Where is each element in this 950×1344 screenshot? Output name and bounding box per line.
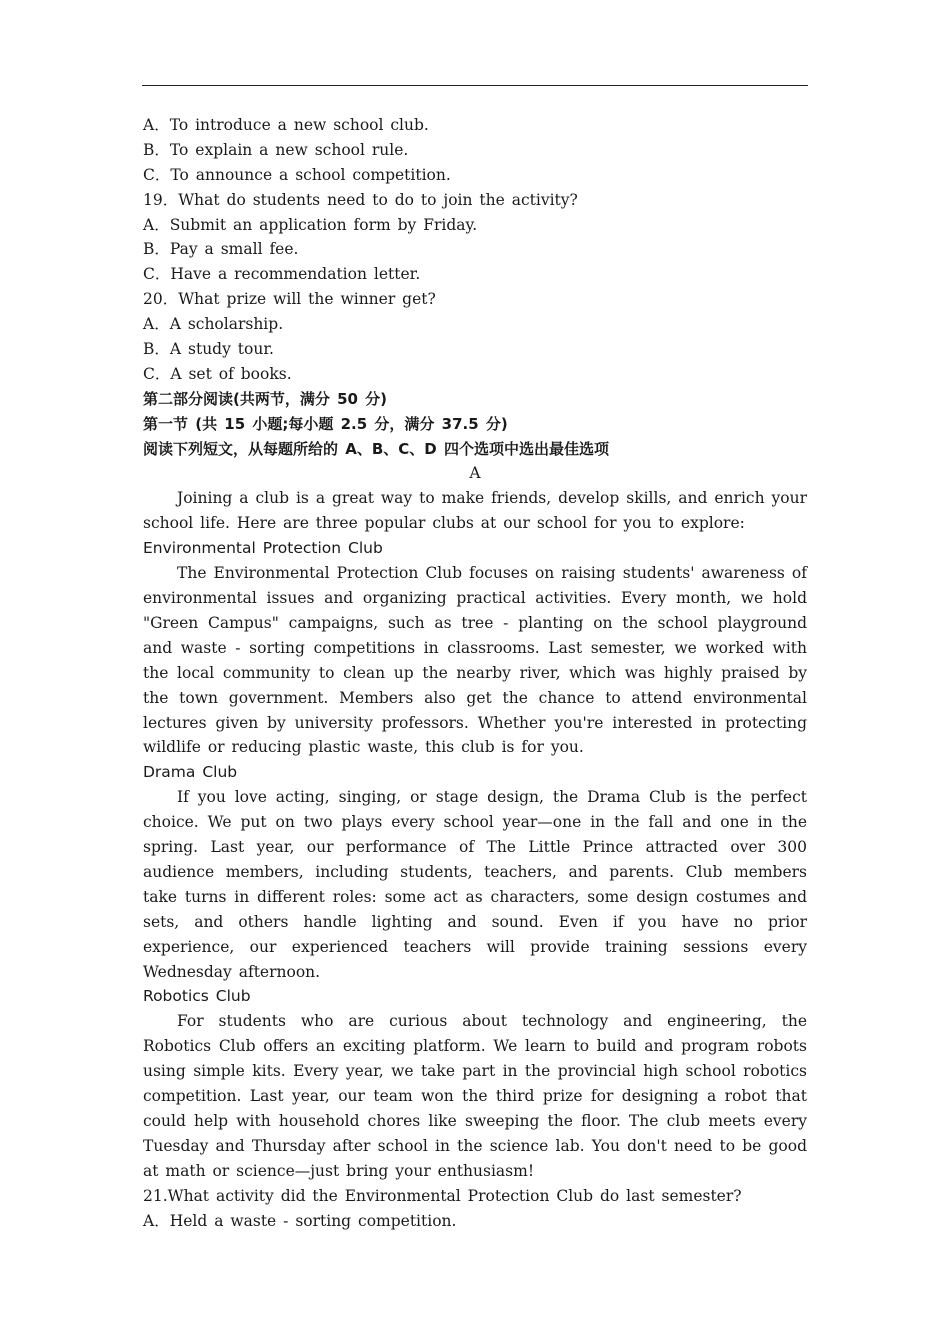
club-heading-drama: Drama Club: [143, 763, 238, 782]
header-rule: [142, 85, 808, 86]
passage-label: A: [469, 464, 481, 483]
club-text-drama: If you love acting, singing, or stage design, the Drama Club is the perfect choice. We put on two plays every school year—one in the fall and one in the spring. Last year, our performance of The Little Prince attracted over 300 audience members, including students, teachers, and parents. Club members take turns in different roles: some act as characters, some design costumes and sets, and others handle lighting and sound. Even if you have no prior experience, our experienced teachers will provide training sessions every Wednesday afternoon.: [143, 788, 807, 981]
exam-page-content: [143, 113, 807, 1233]
q18-option-b: B．To explain a new school rule.: [143, 140, 409, 159]
q21-question: 21.What activity did the Environmental Protection Club do last semester?: [143, 1186, 742, 1205]
section-title: 第一节 (共 15 小题;每小题 2.5 分，满分 37.5 分): [143, 414, 508, 433]
q20-option-c: C．A set of books.: [143, 364, 292, 383]
q19-option-c: C．Have a recommendation letter.: [143, 265, 421, 284]
q19-option-b: B．Pay a small fee.: [143, 240, 299, 259]
q21-option-a: A．Held a waste - sorting competition.: [143, 1211, 457, 1230]
q18-option-c: C．To announce a school competition.: [143, 165, 451, 184]
q20-option-b: B．A study tour.: [143, 340, 274, 359]
club-heading-environmental: Environmental Protection Club: [143, 539, 383, 558]
q19-question: 19．What do students need to do to join the activity?: [143, 190, 578, 209]
part-title: 第二部分阅读(共两节，满分 50 分): [143, 389, 388, 408]
club-heading-robotics: Robotics Club: [143, 987, 251, 1006]
q18-option-a: A．To introduce a new school club.: [143, 116, 429, 134]
q20-option-a: A．A scholarship.: [143, 315, 284, 334]
club-text-environmental: The Environmental Protection Club focuses on raising students' awareness of environmental issues and organizing practical activities. Every month, we hold "Green Campus" campaigns, such as tree - planting on the school playground and waste - sorting competitions in classrooms. Last semester, we worked with the local community to clean up the nearby river, which was highly praised by the town government. Members also get the chance to attend environmental lectures given by university professors. Whether you're interested in protecting wildlife or reducing plastic waste, this club is for you.: [143, 564, 807, 757]
passage-intro: Joining a club is a great way to make friends, develop skills, and enrich your school life. Here are three popular clubs at our school for you to explore:: [143, 489, 807, 533]
club-text-robotics: For students who are curious about technology and engineering, the Robotics Club offers an exciting platform. We learn to build and program robots using simple kits. Every year, we take part in the provincial high school robotics competition. Last year, our team won the third prize for designing a robot that could help with household chores like sweeping the floor. The club meets every Tuesday and Thursday after school in the science lab. You don't need to be good at math or science—just bring your enthusiasm!: [143, 1012, 807, 1180]
reading-instruction: 阅读下列短文，从每题所给的 A、B、C、D 四个选项中选出最佳选项: [143, 439, 609, 458]
q19-option-a: A．Submit an application form by Friday.: [143, 215, 478, 234]
q20-question: 20．What prize will the winner get?: [143, 290, 436, 309]
